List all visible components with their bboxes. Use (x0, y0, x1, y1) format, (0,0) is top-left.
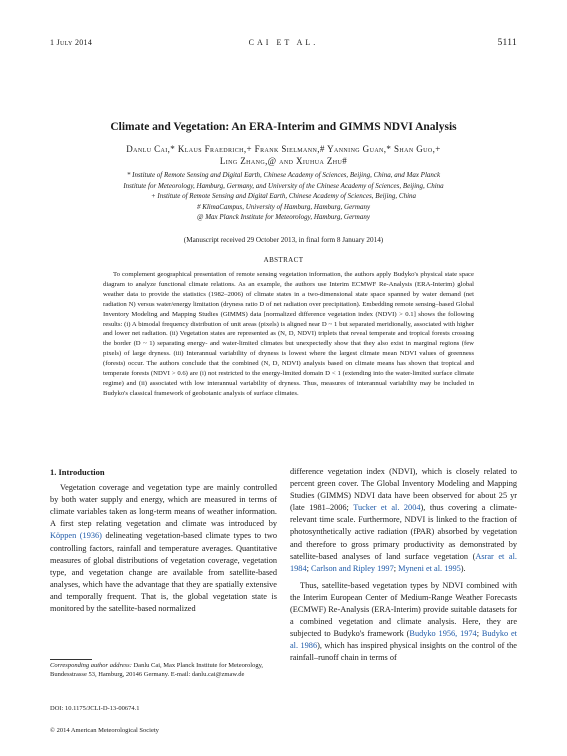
citation-link-budyko[interactable]: Budyko 1956, 1974 (409, 629, 477, 639)
doi-line[interactable]: DOI: 10.1175/JCLI-D-13-00674.1 (50, 705, 140, 712)
copyright-line: © 2014 American Meteorological Society (50, 727, 159, 734)
citation-link-koppen[interactable]: Köppen (1936) (50, 531, 102, 541)
intro-text-b: delineating vegetation-based climate types to two controlling factors, rainfall and temperature averages. Quantitative measures of global distributions of vegetation coverage, vegetation type, and vegetation change are available from satellite-based analyses, which have the advantage that they are spatially extensive and temporally frequent. That is, the global vegetation state is monitored by the satellite-based normalized (50, 531, 277, 614)
citation-link-budyko-1986[interactable]: Budyko et al. 1986 (290, 629, 517, 651)
citation-link-carlson[interactable]: Carlson and Ripley 1997 (310, 563, 394, 573)
right-column (290, 466, 517, 665)
intro-paragraph-1 (50, 482, 277, 615)
citation-link-tucker[interactable]: Tucker et al. 2004 (353, 503, 421, 513)
affiliations (40, 170, 527, 223)
author-line-1: Danlu Cai,* Klaus Fraedrich,+ Frank Sielmann,# Yanning Guan,* Shan Guo,+ (126, 144, 441, 154)
affiliation-2: + Institute of Remote Sensing and Digital Earth, Chinese Academy of Sciences, Beijing, China (150, 192, 417, 200)
issue-date: 1 July 2014 (50, 38, 93, 47)
citation-link-asrar[interactable]: Asrar et al. 1984 (290, 551, 517, 573)
affiliation-4: @ Max Planck Institute for Meteorology, Hamburg, Germany (197, 213, 370, 221)
citation-link-myneni[interactable]: Myneni et al. 1995 (398, 563, 461, 573)
affiliation-1: * Institute of Remote Sensing and Digital Earth, Chinese Academy of Sciences, Beijing, China, and Max Planck (126, 171, 441, 179)
affiliation-1-cont: Institute for Meteorology, Hamburg, Germany, and University of the Chinese Academy of Sciences, Beijing, China (123, 181, 444, 190)
intro-paragraph-2 (290, 580, 517, 665)
right-text-e: ), which has inspired physical insights on the control of the rainfall–runoff chain in terms of (290, 641, 517, 663)
page-number: 5111 (497, 38, 517, 48)
right-text-b: ), thus covering a climate-relevant time scale. Furthermore, NDVI is linked to the fraction of photosynthetically active radiation (fPAR) absorbed by vegetation and therefore to gross primary productivity as demonstrated by satellite-based analyses of land surface vegetation ( (290, 503, 517, 561)
running-header (50, 38, 517, 52)
footnote-label: Corresponding author address: (50, 662, 132, 669)
intro-text-a: Vegetation coverage and vegetation type are mainly controlled by both water supply and energy, which are measured in terms of climate variables taken as long-term means of weather information. A first step relating vegetation and climate was introduced by (50, 483, 277, 529)
footnote-text: Danlu Cai, Max Planck Institute for Meteorology, Bundesstrasse 53, Hamburg, 20146 Germany. E-mail: danlu.cai@zmaw.de (50, 662, 264, 679)
running-title: CAI ET AL. (248, 38, 319, 47)
right-text-a: difference vegetation index (NDVI), which is closely related to percent green cover. The Global Inventory Modeling and Mapping Studies (GIMMS) NDVI data have been observed for about 25 yr (late 1981–2006; (290, 467, 517, 513)
manuscript-dates: (Manuscript received 29 October 2013, in final form 8 January 2014) (183, 236, 384, 244)
right-text-c: ). (460, 563, 466, 573)
left-column (50, 466, 277, 615)
corresponding-author-footnote (50, 661, 277, 680)
abstract-heading: ABSTRACT (263, 256, 304, 264)
author-line-2: Ling Zhang,@ and Xiuhua Zhu# (219, 156, 348, 166)
right-text-d: Thus, satellite-based vegetation types by NDVI combined with the Interim European Center of Medium-Range Weather Forecasts (ECMWF) Re-Analysis (ERA-Interim) provide suitable datasets for a combined vegetation and climate analysis. Here, they are subjected to Budyko's framework ( (290, 580, 517, 639)
intro-paragraph-1-cont (290, 466, 517, 575)
abstract-text: To complement geographical presentation of remote sensing vegetation information, the authors apply Budyko's physical state space diagram to analyze functional climate relations. As an example, the authors use Interim ECMWF Re-Analysis (ERA-Interim) global weather data to provide the statistics (1982–2006) of climate states in a two-dimensional state space spanned by water demand (net radiation N) versus water/energy limitation (dryness ratio D of net radiation over precipitation). Embedding remote sensing–based Global Inventory Modeling and Mapping Studies (GIMMS) data [normalized difference vegetation index (NDVI) > 0.1] shows the following results: (i) A bimodal frequency distribution of unit areas (pixels) is aligned near D ~ 1 but separated meridionally, associated with higher and lower net radiation. (ii) Vegetation states are represented as (N, D, NDVI) triplets that reveal temperate and tropical forests crossing the border (D ~ 1) separating energy- and water-limited climates but unexpectedly show that they also exist in marginal regions (few pixels) of large dryness. (iii) Interannual variability of dryness is lowest where the largest climate mean NDVI values of greenness (forests) occur. The authors conclude that the combined (N, D, NDVI) analysis based on climate means has shown that tropical and temperate forests (NDVI > 0.6) are (i) not restricted to the energy-limited domain D < 1 (extending into the water-limited surface climate regime) and (ii) associated with low interannual variability of dryness. Thus, measures of interannual variability may be included in Budyko's classical framework of geobotanic analysis of surface climates. (103, 271, 474, 397)
affiliation-3: # KlimaCampus, University of Hamburg, Hamburg, Germany (196, 202, 371, 211)
section-heading: 1. Introduction (50, 467, 105, 477)
citation-separator: ; (306, 563, 311, 573)
citation-separator: ; (393, 563, 399, 573)
citation-separator: ; (476, 629, 482, 639)
footnote-divider (50, 659, 92, 660)
author-list (40, 143, 527, 167)
paper-title: Climate and Vegetation: An ERA-Interim and GIMMS NDVI Analysis (110, 121, 457, 133)
